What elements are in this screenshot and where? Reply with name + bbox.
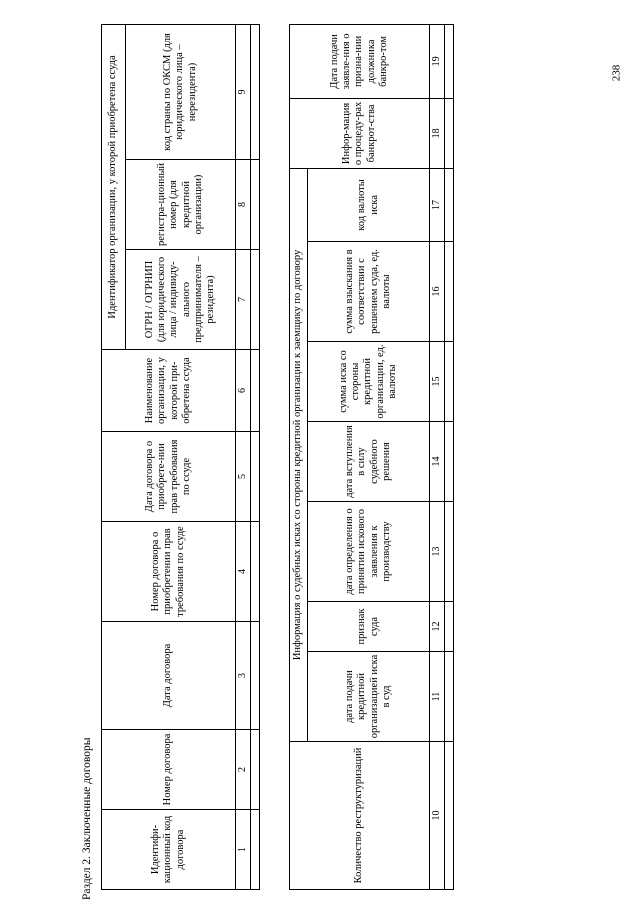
- column-number: 1: [236, 810, 251, 890]
- header-contract-id: Идентифи-кационный код договора: [102, 810, 236, 890]
- header-organization-identifier: Идентификатор организации, у которой приобретена ссуда: [102, 24, 126, 349]
- header-contract-number: Номер договора: [102, 730, 236, 810]
- column-number: 19: [430, 24, 445, 98]
- header-country-code: код страны по ОКСМ (для юридического лица – нерезидента): [126, 24, 236, 159]
- column-number: 12: [430, 602, 445, 652]
- empty-row: [251, 24, 260, 889]
- header-claim-acceptance-date: дата определения о принятии искового заявления к производству: [308, 502, 430, 602]
- header-registration-number: регистра-ционный номер (для кредитной организации): [126, 160, 236, 250]
- column-number: 2: [236, 730, 251, 810]
- header-decision-effective-date: дата вступления в силу судебного решения: [308, 422, 430, 502]
- header-acquisition-number: Номер договора о приобретении прав требования по ссуде: [102, 522, 236, 622]
- column-number: 14: [430, 422, 445, 502]
- header-acquisition-date: Дата договора о приобрете-нии прав требования по ссуде: [102, 432, 236, 522]
- column-number: 4: [236, 522, 251, 622]
- header-claim-amount: сумма иска со стороны кредитной организации, ед. валюты: [308, 342, 430, 422]
- page-number-text: 238: [610, 64, 622, 82]
- column-number: 9: [236, 24, 251, 159]
- column-number: 5: [236, 432, 251, 522]
- header-ogrn: ОГРН / ОГРНИП (для юридического лица / индивиду-ального предпринимателя – резидента): [126, 250, 236, 350]
- column-number: 6: [236, 350, 251, 432]
- column-number: 7: [236, 250, 251, 350]
- column-number: 8: [236, 160, 251, 250]
- header-claim-currency-code: код валюты иска: [308, 168, 430, 241]
- header-court-claims-info: Информация о судебных исках со стороны кредитной организации к заемщику по договору: [290, 168, 308, 741]
- rotated-page-content: [75, 10, 620, 900]
- empty-row: [445, 24, 454, 889]
- header-bankruptcy-filing-date: Дата подачи заявле-ния о призна-нии должника банкро-том: [290, 24, 430, 98]
- contracts-table: [101, 24, 260, 890]
- column-number: 11: [430, 652, 445, 742]
- column-number: 10: [430, 742, 445, 890]
- header-court-indicator: признак суда: [308, 602, 430, 652]
- column-number: 3: [236, 622, 251, 730]
- header-contract-date: Дата договора: [102, 622, 236, 730]
- column-number: 13: [430, 502, 445, 602]
- column-number: 15: [430, 342, 445, 422]
- header-claim-filing-date: дата подачи кредитной организацией иска в суд: [308, 652, 430, 742]
- column-number: 16: [430, 242, 445, 342]
- column-number: 18: [430, 98, 445, 168]
- header-recovery-amount: сумма взыскания в соответствии с решением суда, ед. валюты: [308, 242, 430, 342]
- court-claims-table: [289, 24, 454, 890]
- header-bankruptcy-info: Инфор-мация о процеду-рах банкрот-ства: [290, 98, 430, 168]
- header-restructurings-count: Количество реструктуризаций: [290, 742, 430, 890]
- section-title: Раздел 2. Заключенные договоры: [81, 737, 93, 900]
- column-number: 17: [430, 168, 445, 241]
- header-organization-name: Наименование организации, у которой при-обретена ссуда: [102, 350, 236, 432]
